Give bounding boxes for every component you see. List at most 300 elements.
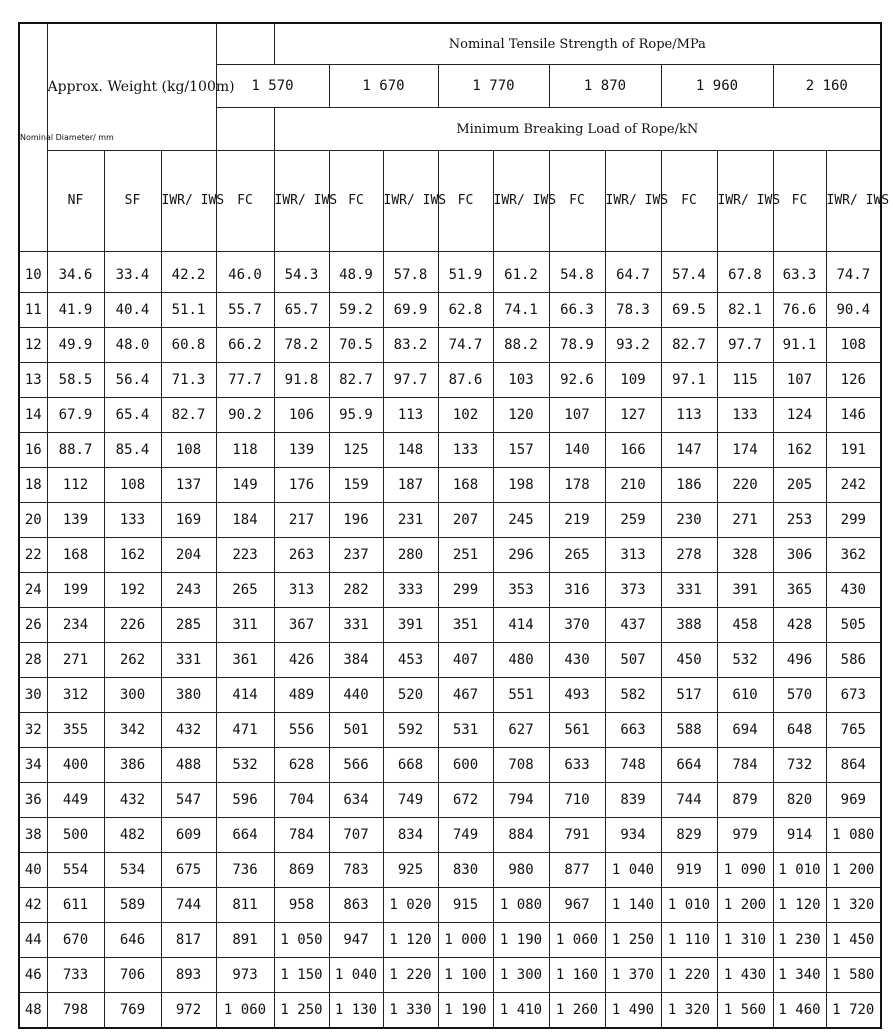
value-cell: 675	[161, 853, 216, 888]
col-header-iwr: IWR/ IWS	[826, 151, 881, 252]
value-cell: 428	[773, 608, 826, 643]
value-cell: 149	[216, 468, 274, 503]
value-cell: 296	[493, 538, 549, 573]
tensile-strength-header: Nominal Tensile Strength of Rope/MPa	[274, 23, 881, 65]
value-cell: 174	[717, 433, 773, 468]
value-cell: 493	[549, 678, 605, 713]
approx-weight-header: Approx. Weight (kg/100m)	[47, 23, 216, 151]
value-cell: 864	[826, 748, 881, 783]
value-cell: 879	[717, 783, 773, 818]
value-cell: 77.7	[216, 363, 274, 398]
rope-specification-table	[18, 22, 890, 1029]
value-cell: 66.3	[549, 293, 605, 328]
value-cell: 82.1	[717, 293, 773, 328]
value-cell: 586	[826, 643, 881, 678]
value-cell: 115	[717, 363, 773, 398]
value-cell: 126	[826, 363, 881, 398]
value-cell: 973	[216, 958, 274, 993]
value-cell: 107	[549, 398, 605, 433]
strength-header-2160: 2 160	[773, 65, 881, 108]
value-cell: 242	[826, 468, 881, 503]
value-cell: 609	[161, 818, 216, 853]
value-cell: 1 080	[493, 888, 549, 923]
value-cell: 312	[47, 678, 104, 713]
value-cell: 1 100	[438, 958, 493, 993]
table-row	[19, 958, 881, 993]
value-cell: 596	[216, 783, 274, 818]
value-cell: 237	[329, 538, 383, 573]
value-cell: 147	[661, 433, 717, 468]
value-cell: 556	[274, 713, 329, 748]
value-cell: 914	[773, 818, 826, 853]
value-cell: 88.2	[493, 328, 549, 363]
value-cell: 65.7	[274, 293, 329, 328]
value-cell: 361	[216, 643, 274, 678]
value-cell: 704	[274, 783, 329, 818]
value-cell: 1 130	[329, 993, 383, 1029]
value-cell: 532	[216, 748, 274, 783]
value-cell: 744	[161, 888, 216, 923]
value-cell: 1 430	[717, 958, 773, 993]
nominal-diameter-header: Nominal Diameter/ mm	[19, 23, 47, 252]
value-cell: 391	[383, 608, 438, 643]
value-cell: 467	[438, 678, 493, 713]
value-cell: 34.6	[47, 252, 104, 293]
value-cell: 1 320	[661, 993, 717, 1029]
value-cell: 589	[104, 888, 161, 923]
value-cell: 979	[717, 818, 773, 853]
value-cell: 226	[104, 608, 161, 643]
table-body	[19, 252, 881, 1029]
value-cell: 186	[661, 468, 717, 503]
value-cell: 450	[661, 643, 717, 678]
value-cell: 592	[383, 713, 438, 748]
value-cell: 1 410	[493, 993, 549, 1029]
value-cell: 834	[383, 818, 438, 853]
value-cell: 184	[216, 503, 274, 538]
value-cell: 187	[383, 468, 438, 503]
value-cell: 534	[104, 853, 161, 888]
value-cell: 271	[717, 503, 773, 538]
value-cell: 1 190	[438, 993, 493, 1029]
col-header-sf: SF	[104, 151, 161, 252]
value-cell: 54.3	[274, 252, 329, 293]
table-row	[19, 293, 881, 328]
table-row	[19, 503, 881, 538]
value-cell: 265	[216, 573, 274, 608]
value-cell: 85.4	[104, 433, 161, 468]
value-cell: 74.7	[438, 328, 493, 363]
diameter-cell: 28	[19, 643, 47, 678]
value-cell: 278	[661, 538, 717, 573]
value-cell: 41.9	[47, 293, 104, 328]
value-cell: 1 260	[549, 993, 605, 1029]
value-cell: 1 120	[773, 888, 826, 923]
strength-header-1670: 1 670	[329, 65, 438, 108]
strength-header-1870: 1 870	[549, 65, 661, 108]
table-row	[19, 468, 881, 503]
value-cell: 205	[773, 468, 826, 503]
diameter-cell: 30	[19, 678, 47, 713]
table-row	[19, 923, 881, 958]
table-row	[19, 783, 881, 818]
value-cell: 520	[383, 678, 438, 713]
diameter-cell: 22	[19, 538, 47, 573]
value-cell: 120	[493, 398, 549, 433]
value-cell: 91.8	[274, 363, 329, 398]
value-cell: 915	[438, 888, 493, 923]
value-cell: 353	[493, 573, 549, 608]
value-cell: 192	[104, 573, 161, 608]
value-cell: 74.1	[493, 293, 549, 328]
value-cell: 811	[216, 888, 274, 923]
value-cell: 140	[549, 433, 605, 468]
value-cell: 251	[438, 538, 493, 573]
value-cell: 108	[826, 328, 881, 363]
value-cell: 234	[47, 608, 104, 643]
value-cell: 749	[383, 783, 438, 818]
col-header-iwr: IWR/ IWS	[493, 151, 549, 252]
col-header-iwr: IWR/ IWS	[717, 151, 773, 252]
value-cell: 125	[329, 433, 383, 468]
value-cell: 736	[216, 853, 274, 888]
value-cell: 648	[773, 713, 826, 748]
value-cell: 367	[274, 608, 329, 643]
value-cell: 355	[47, 713, 104, 748]
value-cell: 670	[47, 923, 104, 958]
value-cell: 600	[438, 748, 493, 783]
value-cell: 113	[661, 398, 717, 433]
value-cell: 769	[104, 993, 161, 1029]
value-cell: 74.7	[826, 252, 881, 293]
value-cell: 967	[549, 888, 605, 923]
value-cell: 517	[661, 678, 717, 713]
blank-header-cell	[216, 23, 274, 65]
value-cell: 505	[826, 608, 881, 643]
table-header	[19, 23, 890, 252]
value-cell: 664	[216, 818, 274, 853]
table-row	[19, 713, 881, 748]
value-cell: 784	[717, 748, 773, 783]
value-cell: 259	[605, 503, 661, 538]
value-cell: 458	[717, 608, 773, 643]
value-cell: 388	[661, 608, 717, 643]
value-cell: 1 200	[717, 888, 773, 923]
table-row	[19, 678, 881, 713]
value-cell: 633	[549, 748, 605, 783]
diameter-cell: 11	[19, 293, 47, 328]
table-row	[19, 433, 881, 468]
table-row	[19, 608, 881, 643]
value-cell: 672	[438, 783, 493, 818]
value-cell: 1 020	[383, 888, 438, 923]
value-cell: 103	[493, 363, 549, 398]
value-cell: 1 450	[826, 923, 881, 958]
value-cell: 63.3	[773, 252, 826, 293]
value-cell: 219	[549, 503, 605, 538]
value-cell: 58.5	[47, 363, 104, 398]
value-cell: 245	[493, 503, 549, 538]
value-cell: 817	[161, 923, 216, 958]
col-header-fc: FC	[216, 151, 274, 252]
blank-header-cell	[216, 108, 274, 151]
value-cell: 106	[274, 398, 329, 433]
value-cell: 798	[47, 993, 104, 1029]
value-cell: 863	[329, 888, 383, 923]
table-row	[19, 363, 881, 398]
value-cell: 62.8	[438, 293, 493, 328]
table-row	[19, 328, 881, 363]
value-cell: 107	[773, 363, 826, 398]
value-cell: 500	[47, 818, 104, 853]
value-cell: 1 050	[274, 923, 329, 958]
value-cell: 430	[549, 643, 605, 678]
value-cell: 1 340	[773, 958, 826, 993]
value-cell: 57.4	[661, 252, 717, 293]
col-header-fc: FC	[549, 151, 605, 252]
value-cell: 532	[717, 643, 773, 678]
value-cell: 634	[329, 783, 383, 818]
value-cell: 90.2	[216, 398, 274, 433]
value-cell: 1 010	[661, 888, 717, 923]
value-cell: 380	[161, 678, 216, 713]
value-cell: 66.2	[216, 328, 274, 363]
value-cell: 480	[493, 643, 549, 678]
value-cell: 471	[216, 713, 274, 748]
value-cell: 57.8	[383, 252, 438, 293]
value-cell: 133	[104, 503, 161, 538]
value-cell: 707	[329, 818, 383, 853]
value-cell: 191	[826, 433, 881, 468]
value-cell: 230	[661, 503, 717, 538]
value-cell: 146	[826, 398, 881, 433]
value-cell: 507	[605, 643, 661, 678]
value-cell: 386	[104, 748, 161, 783]
diameter-cell: 46	[19, 958, 47, 993]
value-cell: 95.9	[329, 398, 383, 433]
value-cell: 884	[493, 818, 549, 853]
table-row	[19, 853, 881, 888]
value-cell: 48.0	[104, 328, 161, 363]
value-cell: 1 220	[383, 958, 438, 993]
value-cell: 139	[47, 503, 104, 538]
value-cell: 223	[216, 538, 274, 573]
value-cell: 748	[605, 748, 661, 783]
value-cell: 159	[329, 468, 383, 503]
value-cell: 749	[438, 818, 493, 853]
value-cell: 83.2	[383, 328, 438, 363]
value-cell: 109	[605, 363, 661, 398]
value-cell: 1 080	[826, 818, 881, 853]
value-cell: 1 040	[605, 853, 661, 888]
value-cell: 869	[274, 853, 329, 888]
value-cell: 87.6	[438, 363, 493, 398]
value-cell: 694	[717, 713, 773, 748]
value-cell: 82.7	[161, 398, 216, 433]
value-cell: 893	[161, 958, 216, 993]
value-cell: 627	[493, 713, 549, 748]
value-cell: 1 320	[826, 888, 881, 923]
value-cell: 162	[104, 538, 161, 573]
value-cell: 1 330	[383, 993, 438, 1029]
value-cell: 673	[826, 678, 881, 713]
value-cell: 137	[161, 468, 216, 503]
value-cell: 88.7	[47, 433, 104, 468]
diameter-cell: 32	[19, 713, 47, 748]
value-cell: 118	[216, 433, 274, 468]
value-cell: 1 580	[826, 958, 881, 993]
value-cell: 391	[717, 573, 773, 608]
value-cell: 1 720	[826, 993, 881, 1029]
diameter-cell: 40	[19, 853, 47, 888]
value-cell: 316	[549, 573, 605, 608]
table-row	[19, 252, 881, 293]
value-cell: 285	[161, 608, 216, 643]
value-cell: 217	[274, 503, 329, 538]
diameter-cell: 16	[19, 433, 47, 468]
value-cell: 582	[605, 678, 661, 713]
diameter-cell: 12	[19, 328, 47, 363]
table-row	[19, 748, 881, 783]
value-cell: 299	[438, 573, 493, 608]
value-cell: 551	[493, 678, 549, 713]
value-cell: 97.1	[661, 363, 717, 398]
value-cell: 1 150	[274, 958, 329, 993]
value-cell: 414	[216, 678, 274, 713]
value-cell: 430	[826, 573, 881, 608]
value-cell: 207	[438, 503, 493, 538]
value-cell: 71.3	[161, 363, 216, 398]
value-cell: 489	[274, 678, 329, 713]
value-cell: 91.1	[773, 328, 826, 363]
value-cell: 46.0	[216, 252, 274, 293]
value-cell: 588	[661, 713, 717, 748]
value-cell: 783	[329, 853, 383, 888]
min-breaking-load-header: Minimum Breaking Load of Rope/kN	[274, 108, 881, 151]
value-cell: 280	[383, 538, 438, 573]
value-cell: 311	[216, 608, 274, 643]
value-cell: 67.8	[717, 252, 773, 293]
value-cell: 204	[161, 538, 216, 573]
value-cell: 60.8	[161, 328, 216, 363]
col-header-iwr: IWR/ IWS	[274, 151, 329, 252]
value-cell: 1 250	[274, 993, 329, 1029]
value-cell: 64.7	[605, 252, 661, 293]
value-cell: 501	[329, 713, 383, 748]
value-cell: 40.4	[104, 293, 161, 328]
col-header-fc: FC	[661, 151, 717, 252]
value-cell: 168	[47, 538, 104, 573]
value-cell: 59.2	[329, 293, 383, 328]
table-row	[19, 888, 881, 923]
value-cell: 733	[47, 958, 104, 993]
value-cell: 925	[383, 853, 438, 888]
value-cell: 1 140	[605, 888, 661, 923]
col-header-iwr: IWR/ IWS	[383, 151, 438, 252]
value-cell: 829	[661, 818, 717, 853]
value-cell: 231	[383, 503, 438, 538]
value-cell: 82.7	[661, 328, 717, 363]
value-cell: 148	[383, 433, 438, 468]
value-cell: 969	[826, 783, 881, 818]
value-cell: 1 370	[605, 958, 661, 993]
value-cell: 102	[438, 398, 493, 433]
value-cell: 554	[47, 853, 104, 888]
value-cell: 414	[493, 608, 549, 643]
value-cell: 1 010	[773, 853, 826, 888]
value-cell: 69.5	[661, 293, 717, 328]
value-cell: 610	[717, 678, 773, 713]
value-cell: 432	[104, 783, 161, 818]
value-cell: 162	[773, 433, 826, 468]
value-cell: 70.5	[329, 328, 383, 363]
diameter-cell: 42	[19, 888, 47, 923]
value-cell: 342	[104, 713, 161, 748]
value-cell: 331	[329, 608, 383, 643]
value-cell: 300	[104, 678, 161, 713]
value-cell: 570	[773, 678, 826, 713]
value-cell: 48.9	[329, 252, 383, 293]
value-cell: 90.4	[826, 293, 881, 328]
value-cell: 1 190	[493, 923, 549, 958]
col-header-fc: FC	[329, 151, 383, 252]
value-cell: 108	[104, 468, 161, 503]
diameter-cell: 48	[19, 993, 47, 1029]
value-cell: 112	[47, 468, 104, 503]
value-cell: 282	[329, 573, 383, 608]
value-cell: 744	[661, 783, 717, 818]
value-cell: 365	[773, 573, 826, 608]
diameter-cell: 34	[19, 748, 47, 783]
value-cell: 262	[104, 643, 161, 678]
value-cell: 628	[274, 748, 329, 783]
value-cell: 49.9	[47, 328, 104, 363]
value-cell: 157	[493, 433, 549, 468]
value-cell: 384	[329, 643, 383, 678]
value-cell: 169	[161, 503, 216, 538]
strength-header-1960: 1 960	[661, 65, 773, 108]
value-cell: 69.9	[383, 293, 438, 328]
diameter-cell: 44	[19, 923, 47, 958]
value-cell: 400	[47, 748, 104, 783]
value-cell: 891	[216, 923, 274, 958]
value-cell: 664	[661, 748, 717, 783]
value-cell: 496	[773, 643, 826, 678]
value-cell: 566	[329, 748, 383, 783]
value-cell: 328	[717, 538, 773, 573]
value-cell: 1 250	[605, 923, 661, 958]
value-cell: 611	[47, 888, 104, 923]
value-cell: 196	[329, 503, 383, 538]
value-cell: 980	[493, 853, 549, 888]
value-cell: 449	[47, 783, 104, 818]
value-cell: 1 060	[216, 993, 274, 1029]
value-cell: 113	[383, 398, 438, 433]
value-cell: 306	[773, 538, 826, 573]
value-cell: 958	[274, 888, 329, 923]
value-cell: 243	[161, 573, 216, 608]
diameter-cell: 24	[19, 573, 47, 608]
value-cell: 313	[605, 538, 661, 573]
value-cell: 220	[717, 468, 773, 503]
value-cell: 972	[161, 993, 216, 1029]
col-header-fc: FC	[773, 151, 826, 252]
table-row	[19, 398, 881, 433]
value-cell: 561	[549, 713, 605, 748]
value-cell: 82.7	[329, 363, 383, 398]
value-cell: 784	[274, 818, 329, 853]
value-cell: 1 090	[717, 853, 773, 888]
